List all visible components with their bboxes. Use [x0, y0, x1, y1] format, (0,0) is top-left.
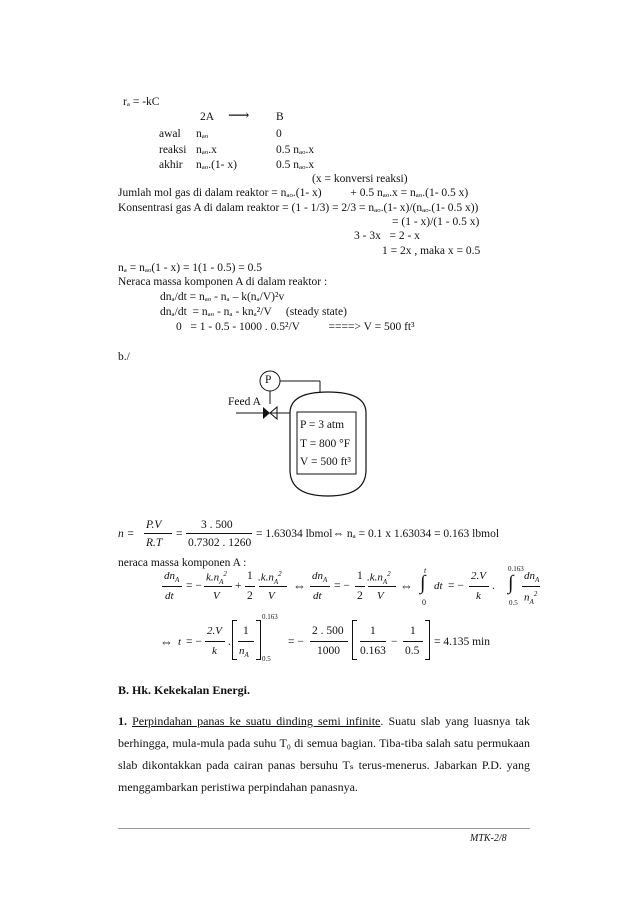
eq3-upper-limit: 0.163	[262, 613, 278, 621]
eq2-bar-3	[245, 586, 255, 587]
eq3-iff: ⇔	[160, 634, 173, 649]
mass-balance-line-1: dnₐ/dt = nₐₒ - nₐ – k(nₐ/V)²v	[160, 291, 285, 303]
eq3-1000: 1000	[317, 645, 340, 657]
conversion-note: (x = konversi reaksi)	[312, 173, 408, 185]
paragraph-title: Perpindahan panas ke suatu dinding semi infinite	[132, 714, 381, 728]
paragraph-number: 1.	[118, 714, 127, 728]
n-frac-bar	[144, 533, 172, 534]
mass-balance-title: Neraca massa komponen A di dalam reaktor :	[118, 276, 328, 288]
eq2-kna-3: $.k.n_A^2$	[367, 570, 391, 586]
eq3-bar-1	[205, 641, 225, 642]
eq2-iff-1: ⇔	[293, 578, 306, 593]
section-paragraph	[118, 710, 530, 798]
section-heading: B. Hk. Kekekalan Energi.	[118, 683, 251, 697]
eq2-v-2: V	[268, 590, 275, 602]
reactor-volume: V = 500 ft³	[300, 456, 351, 468]
eq2-kna-1: $k.n_A^2$	[206, 570, 227, 586]
valve-left	[263, 407, 270, 419]
eq3-bar-2	[238, 641, 254, 642]
stoich-product: B	[276, 111, 284, 123]
eq2-bar-6	[355, 586, 365, 587]
neraca-title: neraca massa komponen A :	[118, 557, 247, 569]
eq2-dt-3: dt	[434, 580, 443, 592]
n-frac-num: P.V	[146, 519, 162, 531]
eq3-eq-2: = −	[288, 636, 304, 648]
concentration-line: Konsentrasi gas A di dalam reaktor = (1 - 1/3) = 2/3 = nₐₒ.(1- x)/(nₐₒ.(1- 0.5 x))	[118, 202, 479, 214]
eq2-dt-2: dt	[313, 590, 322, 602]
eq2-int-lower-05: 0.5	[509, 599, 518, 607]
eq2-na2: $n_A^2$	[524, 590, 538, 606]
row-reaksi-b: 0.5 nₐₒ.x	[276, 144, 315, 156]
eq3-2-500: 2 . 500	[312, 625, 344, 637]
conc-step-1: = (1 - x)/(1 - 0.5 x)	[392, 216, 480, 228]
eq2-dot: .	[492, 580, 495, 592]
eq3-bar-4	[360, 641, 386, 642]
eq2-k: k	[476, 590, 481, 602]
reaction-arrow: ⟶	[228, 108, 250, 124]
row-awal-a: nₐₒ	[196, 128, 209, 140]
eq3-one-2: 1	[370, 625, 376, 637]
total-mol-line: Jumlah mol gas di dalam reaktor = nₐₒ.(1- x) + 0.5 nₐₒ.x = nₐₒ.(1- 0.5 x)	[118, 187, 469, 199]
eq2-eq-3: = −	[448, 580, 464, 592]
n-val-num: 3 . 500	[201, 519, 233, 531]
part-b-label: b./	[118, 351, 130, 363]
eq2-dna-1: $dn_A$	[164, 570, 180, 585]
eq2-bar-8	[469, 586, 489, 587]
eq3-0163: 0.163	[360, 645, 386, 657]
stoich-reactant: 2A	[200, 111, 215, 123]
rate-equation: rₐ = -kC	[123, 96, 160, 108]
na-result: nₐ = nₐₒ(1 - x) = 1(1 - 0.5) = 0.5	[118, 262, 263, 274]
equals-1: =	[176, 528, 183, 540]
eq3-minus: −	[391, 636, 398, 648]
eq2-kna-2: $.k.n_A^2$	[258, 570, 282, 586]
eq3-bracket-left	[232, 620, 237, 660]
eq2-bar-7	[368, 586, 396, 587]
eq2-dna-3: $dn_A$	[524, 570, 540, 585]
eq3-lower-limit: 0.5	[262, 655, 271, 663]
eq2-plus: +	[235, 580, 242, 592]
eq2-v-3: V	[377, 590, 384, 602]
feed-label: Feed A	[228, 396, 261, 408]
eq2-one-2: 1	[357, 570, 363, 582]
eq2-2v: 2.V	[471, 570, 486, 582]
n-val-den: 0.7302 . 1260	[188, 537, 252, 549]
eq2-bar-5	[310, 586, 330, 587]
mass-balance-line-2: dnₐ/dt = nₐₒ - nₐ - knₐ²/V (steady state)	[160, 306, 347, 318]
reactor-pressure: P = 3 atm	[300, 419, 345, 431]
eq2-dna-2: $dn_A$	[312, 570, 328, 585]
row-akhir-a: nₐₒ.(1- x)	[196, 159, 237, 171]
n-val-bar	[186, 533, 252, 534]
eq2-bar-2	[204, 586, 232, 587]
eq2-two-2: 2	[357, 590, 363, 602]
eq3-dot: .	[228, 636, 231, 648]
eq3-k: k	[212, 645, 217, 657]
row-akhir-label: akhir	[159, 159, 183, 171]
row-reaksi-a: nₐₒ.x	[196, 144, 217, 156]
pressure-indicator-label: P	[265, 374, 272, 386]
eq2-bar-4	[259, 586, 287, 587]
mass-balance-line-3: 0 = 1 - 0.5 - 1000 . 0.5²/V ====> V = 500 ft³	[176, 321, 415, 333]
eq3-t: t	[178, 636, 182, 648]
n-result: = 1.63034 lbmol⇔ nₐ = 0.1 x 1.63034 = 0.163 lbmol	[256, 528, 500, 540]
row-awal-label: awal	[159, 128, 181, 140]
eq3-bracket-right	[256, 620, 261, 660]
eq3-result: = 4.135 min	[434, 636, 491, 648]
eq2-int-lower-0: 0	[422, 598, 426, 607]
eq2-dt-1: dt	[165, 590, 174, 602]
eq2-integral-1: ∫	[420, 572, 426, 594]
eq2-eq-2: = −	[334, 580, 350, 592]
eq2-bar-1	[162, 586, 182, 587]
eq2-one: 1	[247, 570, 253, 582]
n-lhs: n =	[118, 528, 135, 540]
n-frac-den: R.T	[146, 537, 163, 549]
reactor-temperature: T = 800 °F	[300, 438, 351, 450]
paragraph-body: . Suatu slab yang luasnya tak berhingga, mula-mula pada suhu T₀ di semua bagian. Tiba-tiba salah satu permukaan slab dikontakkan pada cairan panas bersuhu Tₛ terus-menerus. Jabarkan P.D. yang menggambarkan peristiwa perpindahan panasnya.	[118, 714, 531, 794]
eq3-na: $n_A$	[239, 645, 249, 660]
eq2-int-upper-0163: 0.163	[508, 565, 524, 573]
row-reaksi-label: reaksi	[159, 144, 187, 156]
eq2-bar-9	[522, 586, 540, 587]
footer-rule	[118, 828, 530, 829]
conc-step-2: 3 - 3x = 2 - x	[354, 230, 420, 242]
eq2-eq-1: = −	[186, 580, 202, 592]
conc-step-3: 1 = 2x , maka x = 0.5	[382, 245, 481, 257]
page-footer: MTK-2/8	[470, 833, 507, 844]
eq2-two: 2	[247, 590, 253, 602]
eq3-05: 0.5	[405, 645, 420, 657]
eq3-bracket-2-right	[425, 620, 430, 660]
row-akhir-b: 0.5 nₐₒ.x	[276, 159, 315, 171]
eq2-integral-2: ∫	[508, 572, 514, 594]
row-awal-b: 0	[276, 128, 282, 140]
eq3-eq-1: = −	[186, 636, 202, 648]
eq3-bar-5	[403, 641, 423, 642]
eq2-v-1: V	[213, 590, 220, 602]
eq3-one-3: 1	[410, 625, 416, 637]
eq3-bar-3	[310, 641, 348, 642]
eq2-iff-2: ⇔	[400, 578, 413, 593]
eq3-2v: 2.V	[207, 625, 222, 637]
eq2-int-upper-t: t	[424, 566, 427, 575]
eq3-bracket-2-left	[352, 620, 357, 660]
eq3-one: 1	[243, 625, 249, 637]
